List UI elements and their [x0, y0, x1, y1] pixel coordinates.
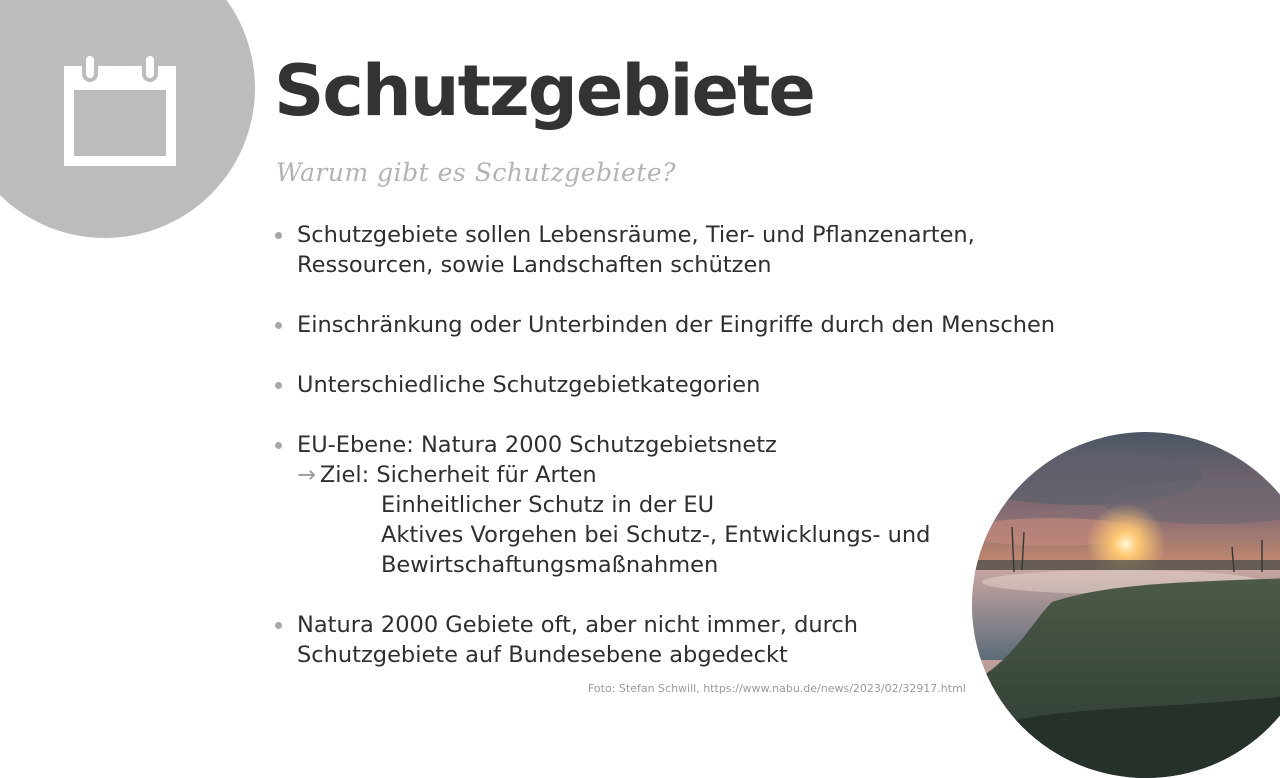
bullet-item	[272, 430, 1072, 580]
bullet-line: Natura 2000 Gebiete oft, aber nicht immer, durch	[297, 612, 859, 638]
bullet-item	[272, 310, 1072, 340]
bullet-line: EU-Ebene: Natura 2000 Schutzgebietsnetz	[297, 432, 777, 458]
bullet-line: Ressourcen, sowie Landschaften schützen	[297, 252, 772, 278]
page-subtitle: Warum gibt es Schutzgebiete?	[276, 158, 677, 187]
bullet-line: Einschränkung oder Unterbinden der Eingriffe durch den Menschen	[297, 312, 1056, 338]
bullet-line: Schutzgebiete sollen Lebensräume, Tier- und Pflanzenarten,	[297, 222, 975, 248]
bullet-list	[272, 220, 1072, 700]
calendar-icon	[60, 52, 180, 170]
sub-line: Einheitlicher Schutz in der EU	[381, 492, 715, 518]
photo-credit: Foto: Stefan Schwill, https://www.nabu.de/news/2023/02/32917.html	[588, 682, 966, 695]
sub-line: Aktives Vorgehen bei Schutz-, Entwicklungs- und	[381, 522, 931, 548]
bullet-line: Unterschiedliche Schutzgebietkategorien	[297, 372, 761, 398]
bullet-item	[272, 370, 1072, 400]
sub-line: Bewirtschaftungsmaßnahmen	[381, 552, 719, 578]
bullet-item	[272, 610, 1072, 670]
goal-line	[297, 460, 1072, 490]
goal-text: Ziel: Sicherheit für Arten	[319, 462, 597, 488]
arrow-right-icon: →	[297, 462, 316, 488]
bullet-line: Schutzgebiete auf Bundesebene abgedeckt	[297, 642, 788, 668]
bullet-item	[272, 220, 1072, 280]
page-title: Schutzgebiete	[274, 50, 814, 132]
